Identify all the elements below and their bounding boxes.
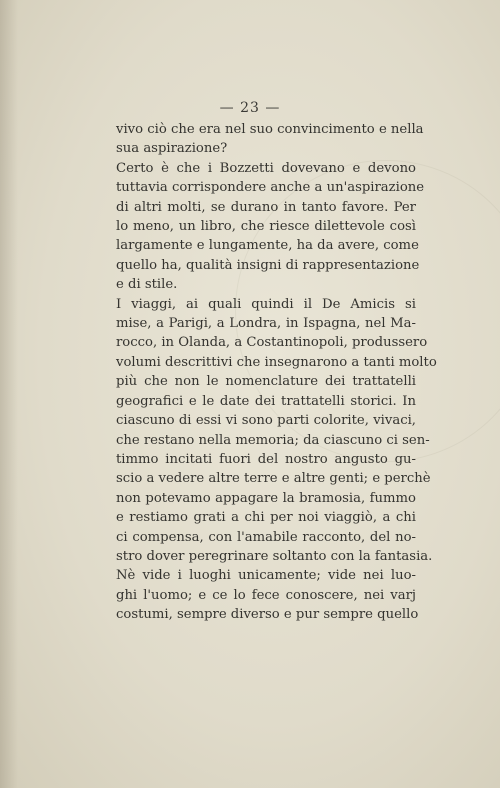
text-line: Certo è che i Bozzetti dovevano e devono [116,160,416,176]
text-line: più che non le nomenclature dei trattatelli [116,374,416,390]
text-line: timmo incitati fuori del nostro angusto gu- [116,451,416,467]
text-line: vivo ciò che era nel suo convincimento e nella [116,122,424,137]
text-line: geografici e le date dei trattatelli storici. In [116,393,416,409]
text-line: rocco, in Olanda, a Costantinopoli, produssero [116,335,428,351]
page-number: — 23 — [219,100,281,116]
text-line: sua aspirazione? [116,141,228,157]
page-gutter-shadow [0,0,18,788]
text-line: ciascuno di essi vi sono parti colorite, vivaci, [116,413,416,429]
text-line: tuttavia corrispondere anche a un'aspirazione [116,180,425,196]
text-line: scio a vedere altre terre e altre genti; e perchè [116,471,431,487]
text-line: stro dover peregrinare soltanto con la fantasia. [116,548,433,564]
text-line: e di stile. [116,277,178,293]
text-line: costumi, sempre diverso e pur sempre quello [116,607,419,623]
text-line: non potevamo appagare la bramosia, fummo [116,490,416,506]
text-line: Nè vide i luoghi unicamente; vide nei luo- [116,568,416,584]
text-line: che restano nella memoria; da ciascuno ci sen- [116,432,430,448]
text-line: quello ha, qualità insigni di rappresentazione [116,257,420,273]
text-line: largamente e lungamente, ha da avere, come [116,238,419,254]
text-line: volumi descrittivi che insegnarono a tanti molto [116,354,437,370]
text-line: ghi l'uomo; e ce lo fece conoscere, nei varj [116,587,416,603]
text-line: I viaggi, ai quali quindi il De Amicis si [116,296,416,312]
text-line: di altri molti, se durano in tanto favore. Per [116,199,416,215]
text-line: lo meno, un libro, che riesce dilettevole così [116,219,416,235]
text-line: e restiamo grati a chi per noi viaggiò, a chi [116,510,416,526]
body-text [116,120,437,625]
text-line: mise, a Parigi, a Londra, in Ispagna, nel Ma- [116,316,416,332]
text-line: ci compensa, con l'amabile racconto, del no- [116,529,416,545]
